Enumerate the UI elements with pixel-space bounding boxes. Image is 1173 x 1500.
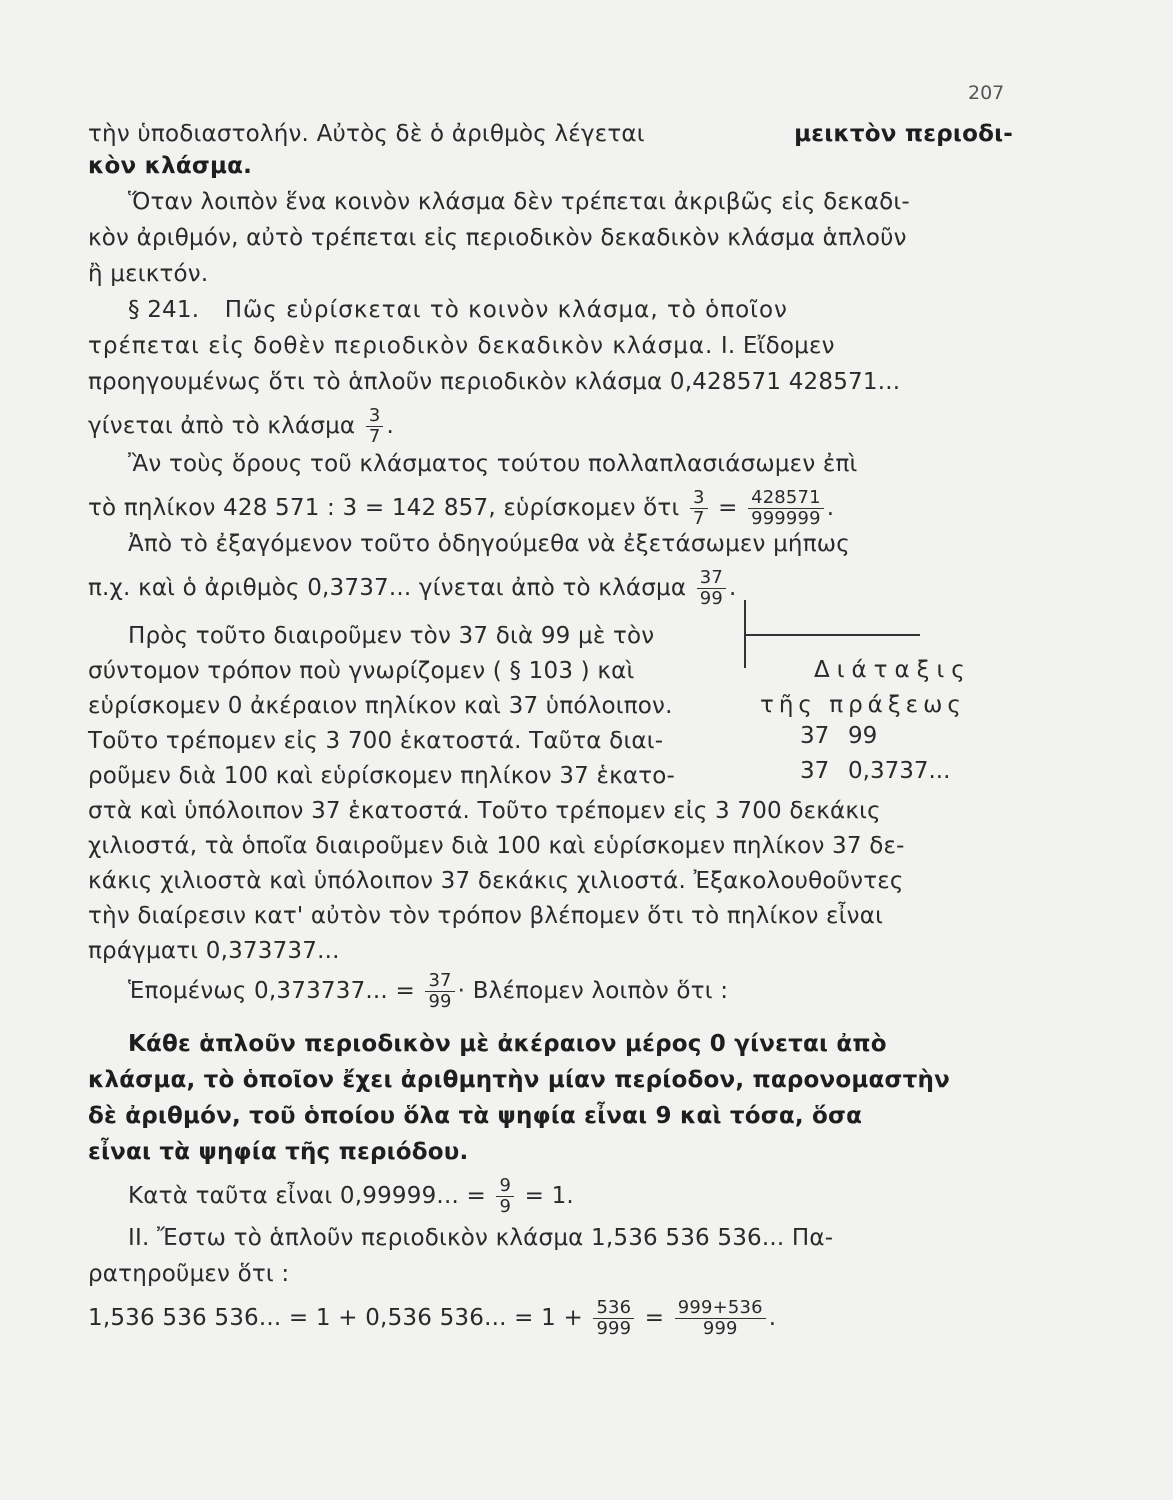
fraction: $\frac{536}{999}$	[593, 1298, 634, 1339]
text-line: κὸν ἀριθμόν, αὐτὸ τρέπεται εἰς περιοδικὸν δεκαδικὸν κλάσμα ἁπλοῦν	[88, 225, 907, 251]
rule-line: εἶναι τὰ ψηφία τῆς περιόδου.	[88, 1139, 469, 1165]
division-title: Διάταξις	[814, 657, 972, 683]
text-line: τὴν ὑποδιαστολήν. Αὐτὸς δὲ ὁ ἀριθμὸς λέγεται μεικτὸν περιοδι-	[88, 121, 1013, 147]
text-line: προηγουμένως ὅτι τὸ ἁπλοῦν περιοδικὸν κλάσμα 0,428571 428571...	[88, 369, 901, 395]
division-dividend: 37	[800, 723, 830, 749]
text-line: εὑρίσκομεν 0 ἀκέραιον πηλίκον καὶ 37 ὑπόλοιπον.	[88, 693, 673, 719]
text-line: ρατηροῦμεν ὅτι :	[88, 1261, 290, 1287]
fraction: $\frac{3}{7}$	[366, 406, 384, 447]
text-line: τὴν διαίρεσιν κατ' αὐτὸν τὸν τρόπον βλέπομεν ὅτι τὸ πηλίκον εἶναι	[88, 903, 884, 929]
division-divisor: 99	[848, 723, 878, 749]
text-line: ἢ μεικτόν.	[88, 261, 209, 287]
text-line: ροῦμεν διὰ 100 καὶ εὑρίσκομεν πηλίκον 37 ἑκατο-	[88, 763, 676, 789]
rule-line: Κάθε ἁπλοῦν περιοδικὸν μὲ ἀκέραιον μέρος 0 γίνεται ἀπὸ	[128, 1031, 887, 1057]
fraction: $\frac{3}{7}$	[690, 488, 708, 529]
text-line: σύντομον τρόπον ποὺ γνωρίζομεν ( § 103 ) καὶ	[88, 658, 635, 684]
fraction: $\frac{428571}{999999}$	[748, 488, 824, 529]
text-line: κὸν κλάσμα.	[88, 153, 253, 179]
fraction: $\frac{9}{9}$	[496, 1176, 514, 1217]
section-heading: § 241. Πῶς εὑρίσκεται τὸ κοινὸν κλάσμα, τὸ ὁποῖον	[128, 297, 788, 323]
division-quotient: 0,3737...	[848, 758, 951, 784]
text-line: Κατὰ ταῦτα εἶναι 0,99999... = $\frac{9}{9}$ = 1.	[128, 1175, 574, 1217]
text-line: 1,536 536 536... = 1 + 0,536 536... = 1 + $\frac{536}{999}$ = $\frac{999+536}{999}$ .	[88, 1297, 777, 1339]
text-line: Ἑπομένως 0,373737... = $\frac{37}{99}$ · Βλέπομεν λοιπὸν ὅτι :	[128, 970, 729, 1012]
fraction: $\frac{37}{99}$	[425, 971, 454, 1012]
text-line: κάκις χιλιοστὰ καὶ ὑπόλοιπον 37 δεκάκις χιλιοστά. Ἐξακολουθοῦντες	[88, 868, 904, 894]
fraction: $\frac{999+536}{999}$	[675, 1298, 766, 1339]
text-line: Ὅταν λοιπὸν ἕνα κοινὸν κλάσμα δὲν τρέπεται ἀκριβῶς εἰς δεκαδι-	[128, 189, 910, 215]
text-line: τρέπεται εἰς δοθὲν περιοδικὸν δεκαδικὸν κλάσμα. Ι. Εἴδομεν	[88, 333, 835, 359]
text-line: γίνεται ἀπὸ τὸ κλάσμα $\frac{3}{7}$ .	[88, 405, 394, 447]
fraction: $\frac{37}{99}$	[697, 568, 726, 609]
text-line: πράγματι 0,373737...	[88, 938, 340, 964]
text-line: Πρὸς τοῦτο διαιροῦμεν τὸν 37 διὰ 99 μὲ τὸν	[128, 623, 655, 649]
division-horizontal-rule	[745, 634, 920, 636]
text-line: Ἀπὸ τὸ ἐξαγόμενον τοῦτο ὁδηγούμεθα νὰ ἐξετάσωμεν μήπως	[128, 531, 850, 557]
division-subtitle: τῆς πράξεως	[760, 692, 966, 718]
text-line: στὰ καὶ ὑπόλοιπον 37 ἑκατοστά. Τοῦτο τρέπομεν εἰς 3 700 δεκάκις	[88, 798, 881, 824]
text-line: Τοῦτο τρέπομεν εἰς 3 700 ἑκατοστά. Ταῦτα διαι-	[88, 728, 664, 754]
text-line: χιλιοστά, τὰ ὁποῖα διαιροῦμεν διὰ 100 καὶ εὑρίσκομεν πηλίκον 37 δε-	[88, 833, 905, 859]
text-line: Ἂν τοὺς ὅρους τοῦ κλάσματος τούτου πολλαπλασιάσωμεν ἐπὶ	[128, 451, 858, 477]
rule-line: δὲ ἀριθμόν, τοῦ ὁποίου ὅλα τὰ ψηφία εἶναι 9 καὶ τόσα, ὅσα	[88, 1103, 863, 1129]
text-line: π.χ. καὶ ὁ ἀριθμὸς 0,3737... γίνεται ἀπὸ τὸ κλάσμα $\frac{37}{99}$ .	[88, 567, 737, 609]
division-remainder: 37	[800, 758, 830, 784]
rule-line: κλάσμα, τὸ ὁποῖον ἔχει ἀριθμητὴν μίαν περίοδον, παρονομαστὴν	[88, 1067, 950, 1093]
text-line: ΙΙ. Ἔστω τὸ ἁπλοῦν περιοδικὸν κλάσμα 1,536 536 536... Πα-	[128, 1225, 834, 1251]
text-line: τὸ πηλίκον 428 571 : 3 = 142 857, εὑρίσκομεν ὅτι $\frac{3}{7}$ = $\frac{428571}{999999}$ .	[88, 487, 835, 529]
page-number: 207	[968, 82, 1005, 104]
